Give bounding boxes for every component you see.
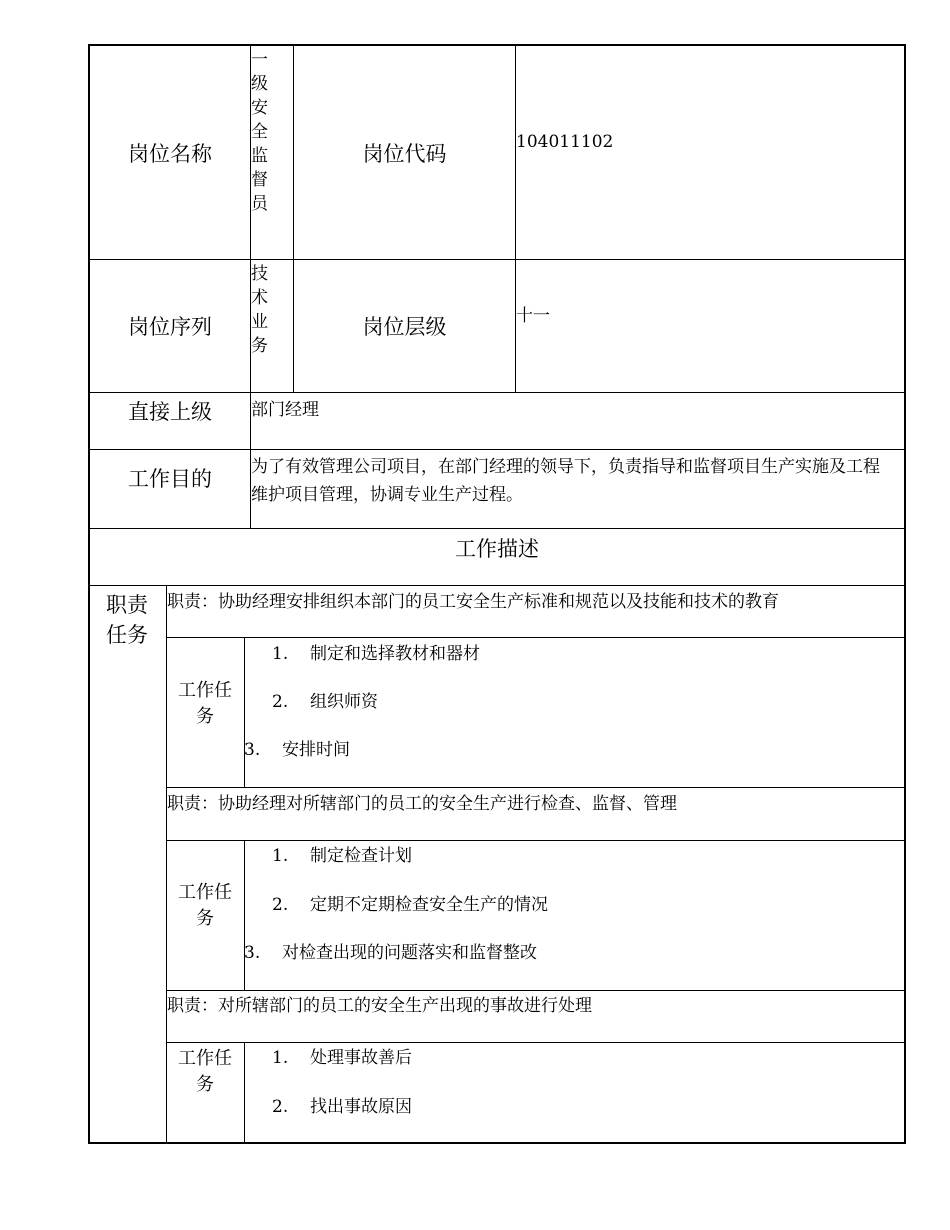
task-number: 3.: [244, 943, 261, 963]
task-item: [244, 941, 537, 965]
task-text: 定期不定期检查安全生产的情况: [310, 895, 548, 915]
task-number: 1.: [272, 644, 289, 664]
duty-title: 职责：协助经理对所辖部门的员工的安全生产进行检查、监督、管理: [167, 794, 677, 814]
duty-title: 职责：协助经理安排组织本部门的员工安全生产标准和规范以及技能和技术的教育: [167, 592, 779, 612]
post-code-label: 岗位代码: [362, 141, 447, 166]
task-number: 2.: [272, 692, 289, 712]
post-name-label: 岗位名称: [128, 141, 212, 166]
task-number: 3.: [244, 740, 261, 760]
task-item: [272, 893, 548, 917]
task-label: 工作任务: [178, 1048, 232, 1095]
row-divider: [88, 449, 906, 450]
post-series-value: 技术业务: [251, 264, 268, 356]
post-code-value: 104011102: [516, 132, 614, 152]
task-number: 2.: [272, 895, 289, 915]
task-text: 对检查出现的问题落实和监督整改: [282, 943, 537, 963]
row-divider: [166, 990, 906, 991]
col-divider: [244, 840, 245, 990]
row-divider: [166, 1042, 906, 1043]
purpose-label: 工作目的: [128, 467, 212, 491]
superior-label: 直接上级: [128, 400, 212, 424]
duty-title: 职责：对所辖部门的员工的安全生产出现的事故进行处理: [167, 996, 592, 1016]
job-description-table: [88, 44, 906, 1144]
row-divider: [88, 528, 906, 529]
row-divider: [166, 637, 906, 638]
task-text: 处理事故善后: [310, 1048, 412, 1068]
row-divider: [88, 585, 906, 586]
task-label: 工作任务: [178, 680, 232, 727]
task-text: 制定检查计划: [310, 846, 412, 866]
col-divider: [244, 637, 245, 787]
task-label: 工作任务: [178, 882, 232, 929]
col-divider: [166, 585, 167, 1143]
task-text: 安排时间: [282, 740, 350, 760]
border-right: [904, 44, 906, 1144]
post-name-value: 一级安全监督员: [251, 50, 268, 214]
post-level-label: 岗位层级: [362, 315, 447, 339]
description-title: 工作描述: [455, 537, 539, 561]
col-divider: [515, 44, 516, 392]
task-number: 1.: [272, 1048, 289, 1068]
col-divider: [244, 1042, 245, 1143]
task-item: [272, 642, 480, 666]
superior-value: 部门经理: [251, 400, 319, 420]
border-bottom: [88, 1142, 906, 1144]
task-item: [272, 690, 378, 714]
task-number: 2.: [272, 1097, 289, 1117]
purpose-value: 为了有效管理公司项目，在部门经理的领导下，负责指导和监督项目生产实施及工程维护项目管理，协调专业生产过程。: [251, 457, 880, 505]
task-text: 制定和选择教材和器材: [310, 644, 480, 664]
task-item: [272, 1046, 412, 1070]
post-level-value: 十一: [516, 306, 550, 326]
task-item: [272, 844, 412, 868]
task-item: [272, 1095, 412, 1119]
duties-label: 职责任务: [106, 593, 148, 647]
row-divider: [166, 787, 906, 788]
task-text: 找出事故原因: [310, 1097, 412, 1117]
row-divider: [166, 840, 906, 841]
post-series-label: 岗位序列: [128, 315, 212, 339]
task-number: 1.: [272, 846, 289, 866]
task-text: 组织师资: [310, 692, 378, 712]
task-item: [244, 738, 350, 762]
